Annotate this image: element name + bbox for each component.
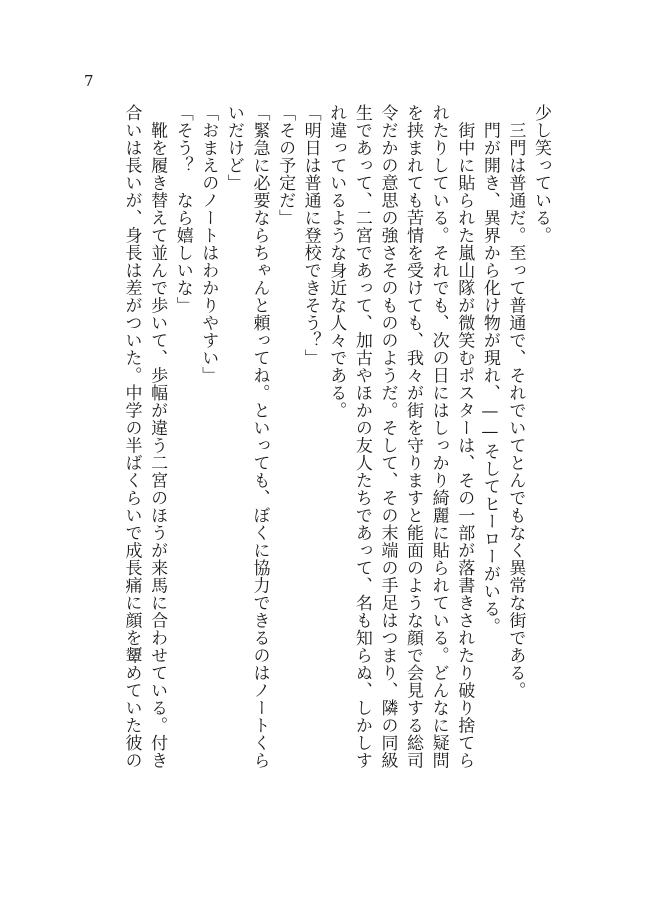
- dialogue-line: 「その予定だ」: [275, 104, 296, 227]
- text-line: 街中に貼られた嵐山隊が微笑むポスターは、その一部が落書きされたり破り捨てら: [454, 104, 475, 769]
- text-line: れ違っているような身近な人々である。: [326, 104, 347, 419]
- text-line: 少し笑っている。: [531, 104, 551, 244]
- text-line: 生であって、二宮であって、加古やほかの友人たちであって、名も知らぬ、しかしす: [351, 104, 372, 769]
- text-line: 合いは長いが、身長は差がついた。中学の半ばくらいで成長痛に顔を顰めていた彼の: [121, 104, 142, 769]
- text-line: を挟まれても苦情を受けても、我々が街を守りますと能面のような顔で会見する総司: [403, 104, 424, 769]
- text-line: 門が開き、異界から化け物が現れ、——そしてヒーローがいる。: [479, 104, 500, 635]
- dialogue-line: 「緊急に必要ならちゃんと頼ってね。といっても、ぼくに協力できるのはノートくら: [249, 104, 270, 769]
- text-line: 靴を履き替えて並んで歩いて、歩幅が違う二宮のほうが来馬に合わせている。付き: [147, 104, 168, 769]
- dialogue-line: 「明日は普通に登校できそう？」: [300, 104, 321, 367]
- dialogue-line: 「おまえのノートはわかりやすい」: [198, 104, 219, 384]
- vertical-text-body: [93, 104, 553, 804]
- text-line: 令だかの意思の強さそのもののようだ。そして、その末端の手足はつまり、隣の同級: [377, 104, 398, 769]
- page-number: 7: [84, 72, 94, 90]
- dialogue-line: 「そう？ なら嬉しいな」: [172, 104, 193, 314]
- text-line: 三門は普通だ。至って普通で、それでいてとんでもなく異常な街である。: [505, 104, 526, 699]
- text-line: れたりしている。それでも、次の日にはしっかり綺麗に貼られている。どんなに疑問: [428, 104, 449, 769]
- dialogue-line: いだけど」: [223, 104, 244, 192]
